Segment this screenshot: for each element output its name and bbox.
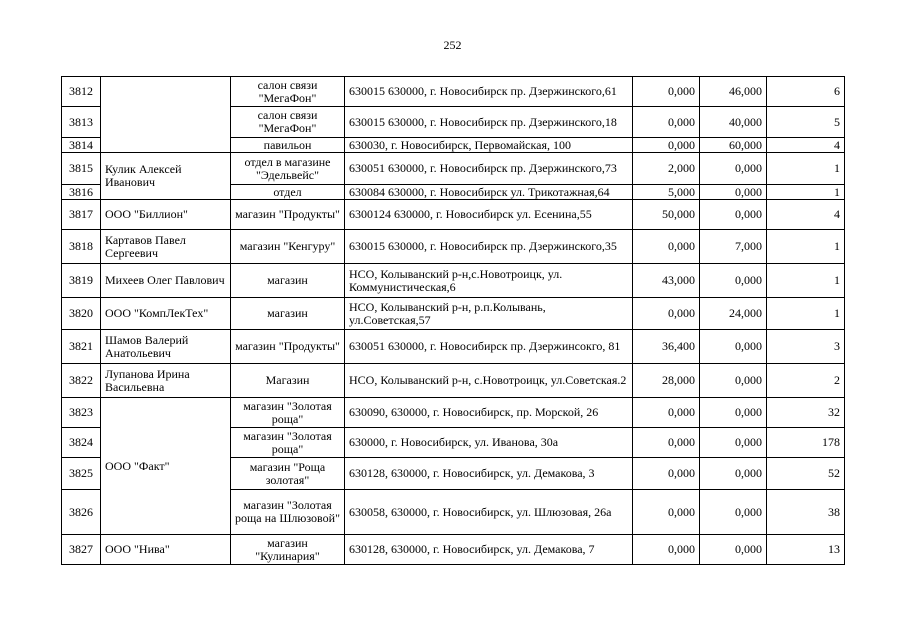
value-2: 0,000 (700, 428, 767, 458)
value-2: 0,000 (700, 153, 767, 185)
table-row (62, 535, 845, 565)
row-number: 3817 (62, 200, 101, 230)
value-3: 4 (767, 200, 845, 230)
value-1: 0,000 (633, 398, 700, 428)
value-1: 0,000 (633, 77, 700, 107)
value-2: 0,000 (700, 398, 767, 428)
object-type: магазин "Золотая роща на Шлюзовой" (231, 490, 345, 535)
address: 630128, 630000, г. Новосибирск, ул. Демакова, 3 (345, 458, 633, 490)
value-3: 1 (767, 230, 845, 264)
owner-cell: Кулик Алексей Иванович (101, 153, 231, 200)
value-1: 0,000 (633, 458, 700, 490)
value-2: 7,000 (700, 230, 767, 264)
value-3: 3 (767, 330, 845, 364)
address: 630051 630000, г. Новосибирск пр. Дзержинсокго, 81 (345, 330, 633, 364)
row-number: 3820 (62, 298, 101, 330)
owner-cell: ООО "Нива" (101, 535, 231, 565)
address: 630015 630000, г. Новосибирск пр. Дзержинского,18 (345, 107, 633, 138)
row-number: 3818 (62, 230, 101, 264)
row-number: 3816 (62, 185, 101, 200)
address: 6300124 630000, г. Новосибирск ул. Есенина,55 (345, 200, 633, 230)
row-number: 3827 (62, 535, 101, 565)
object-type: магазин "Продукты" (231, 200, 345, 230)
owner-cell: Михеев Олег Павлович (101, 264, 231, 298)
owner-cell: Шамов Валерий Анатольевич (101, 330, 231, 364)
page-number: 252 (443, 38, 462, 52)
value-2: 0,000 (700, 364, 767, 398)
value-1: 50,000 (633, 200, 700, 230)
value-1: 0,000 (633, 535, 700, 565)
object-type: салон связи "МегаФон" (231, 107, 345, 138)
table-row (62, 200, 845, 230)
table-row (62, 330, 845, 364)
table-row (62, 364, 845, 398)
object-type: магазин "Продукты" (231, 330, 345, 364)
value-1: 0,000 (633, 428, 700, 458)
table-row (62, 153, 845, 185)
value-3: 1 (767, 185, 845, 200)
object-type: павильон (231, 138, 345, 153)
row-number: 3814 (62, 138, 101, 153)
object-type: салон связи "МегаФон" (231, 77, 345, 107)
value-2: 60,000 (700, 138, 767, 153)
value-1: 2,000 (633, 153, 700, 185)
value-2: 0,000 (700, 330, 767, 364)
value-1: 36,400 (633, 330, 700, 364)
address: 630128, 630000, г. Новосибирск, ул. Демакова, 7 (345, 535, 633, 565)
value-1: 0,000 (633, 490, 700, 535)
object-type: Магазин (231, 364, 345, 398)
owner-cell: ООО "Биллион" (101, 200, 231, 230)
address: 630084 630000, г. Новосибирск ул. Трикотажная,64 (345, 185, 633, 200)
owner-cell (101, 77, 231, 153)
object-type: магазин "Кулинария" (231, 535, 345, 565)
address: 630090, 630000, г. Новосибирск, пр. Морской, 26 (345, 398, 633, 428)
address: 630051 630000, г. Новосибирск пр. Дзержинского,73 (345, 153, 633, 185)
value-3: 178 (767, 428, 845, 458)
object-type: магазин "Роща золотая" (231, 458, 345, 490)
owner-cell: ООО "Факт" (101, 398, 231, 535)
object-type: магазин "Золотая роща" (231, 398, 345, 428)
object-type: магазин "Кенгуру" (231, 230, 345, 264)
row-number: 3815 (62, 153, 101, 185)
value-3: 2 (767, 364, 845, 398)
value-1: 0,000 (633, 107, 700, 138)
value-3: 5 (767, 107, 845, 138)
value-1: 0,000 (633, 138, 700, 153)
owner-cell: Картавов Павел Сергеевич (101, 230, 231, 264)
value-3: 1 (767, 153, 845, 185)
object-type: магазин "Золотая роща" (231, 428, 345, 458)
table-row (62, 398, 845, 428)
table-row (62, 298, 845, 330)
value-2: 0,000 (700, 535, 767, 565)
row-number: 3812 (62, 77, 101, 107)
address: НСО, Колыванский р-н, р.п.Колывань, ул.Советская,57 (345, 298, 633, 330)
value-2: 0,000 (700, 185, 767, 200)
value-2: 0,000 (700, 200, 767, 230)
value-2: 0,000 (700, 490, 767, 535)
table-row (62, 264, 845, 298)
row-number: 3825 (62, 458, 101, 490)
value-3: 1 (767, 298, 845, 330)
address: 630015 630000, г. Новосибирск пр. Дзержинского,35 (345, 230, 633, 264)
address: 630058, 630000, г. Новосибирск, ул. Шлюзовая, 26а (345, 490, 633, 535)
row-number: 3826 (62, 490, 101, 535)
value-3: 32 (767, 398, 845, 428)
row-number: 3824 (62, 428, 101, 458)
value-3: 4 (767, 138, 845, 153)
address: НСО, Колыванский р-н, с.Новотроицк, ул.Советская.2 (345, 364, 633, 398)
value-1: 28,000 (633, 364, 700, 398)
row-number: 3821 (62, 330, 101, 364)
row-number: 3823 (62, 398, 101, 428)
value-3: 13 (767, 535, 845, 565)
value-2: 24,000 (700, 298, 767, 330)
value-3: 1 (767, 264, 845, 298)
row-number: 3813 (62, 107, 101, 138)
table-row (62, 77, 845, 107)
row-number: 3819 (62, 264, 101, 298)
table-row (62, 230, 845, 264)
value-2: 40,000 (700, 107, 767, 138)
object-type: магазин (231, 298, 345, 330)
object-type: отдел в магазине "Эдельвейс" (231, 153, 345, 185)
value-2: 0,000 (700, 458, 767, 490)
value-3: 6 (767, 77, 845, 107)
address: НСО, Колыванский р-н,с.Новотроицк, ул. Коммунистическая,6 (345, 264, 633, 298)
address: 630030, г. Новосибирск, Первомайская, 100 (345, 138, 633, 153)
owner-cell: ООО "КомпЛекТех" (101, 298, 231, 330)
registry-table (61, 76, 845, 565)
value-1: 0,000 (633, 230, 700, 264)
value-1: 43,000 (633, 264, 700, 298)
object-type: отдел (231, 185, 345, 200)
value-1: 5,000 (633, 185, 700, 200)
value-2: 46,000 (700, 77, 767, 107)
object-type: магазин (231, 264, 345, 298)
address: 630000, г. Новосибирск, ул. Иванова, 30а (345, 428, 633, 458)
value-2: 0,000 (700, 264, 767, 298)
value-1: 0,000 (633, 298, 700, 330)
value-3: 52 (767, 458, 845, 490)
address: 630015 630000, г. Новосибирск пр. Дзержинского,61 (345, 77, 633, 107)
owner-cell: Лупанова Ирина Васильевна (101, 364, 231, 398)
row-number: 3822 (62, 364, 101, 398)
value-3: 38 (767, 490, 845, 535)
